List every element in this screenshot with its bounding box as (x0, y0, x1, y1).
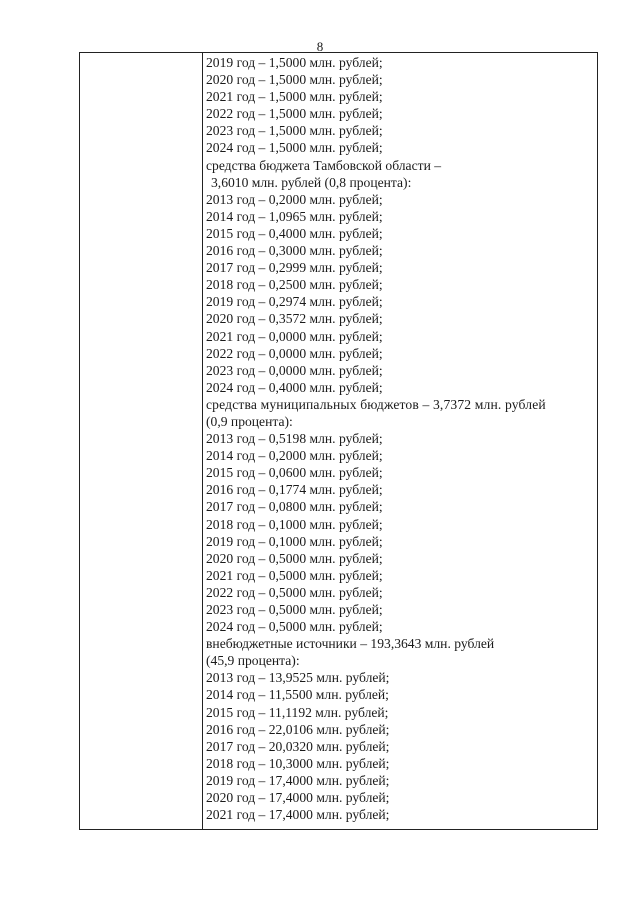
table-text-line: (0,9 процента): (206, 413, 293, 429)
table-text-line: 2018 год – 0,1000 млн. рублей; (206, 516, 383, 532)
table-text-line: 2014 год – 0,2000 млн. рублей; (206, 448, 383, 464)
table-text-line: 2016 год – 22,0106 млн. рублей; (206, 721, 390, 737)
table-text-line: 2017 год – 0,2999 млн. рублей; (206, 260, 383, 276)
table-text-line: 3,6010 млн. рублей (0,8 процента): (211, 174, 412, 190)
table-text-line: 2019 год – 17,4000 млн. рублей; (206, 772, 390, 788)
table-text-line: 2020 год – 1,5000 млн. рублей; (206, 72, 383, 88)
table-text-line: 2016 год – 0,3000 млн. рублей; (206, 243, 383, 259)
table-text-line: 2020 год – 0,3572 млн. рублей; (206, 311, 383, 327)
table-text-line: 2015 год – 11,1192 млн. рублей; (206, 704, 389, 720)
table-text-line: 2021 год – 0,0000 млн. рублей; (206, 328, 383, 344)
table-left-column (80, 53, 203, 829)
table-text-line: 2016 год – 0,1774 млн. рублей; (206, 482, 383, 498)
table-text-line: средства муниципальных бюджетов – 3,7372 млн. рублей (206, 396, 546, 412)
table-text-line: 2022 год – 1,5000 млн. рублей; (206, 106, 383, 122)
table-text-line: 2024 год – 0,5000 млн. рублей; (206, 619, 383, 635)
table-text-line: 2018 год – 0,2500 млн. рублей; (206, 277, 383, 293)
table-text-line: 2013 год – 0,2000 млн. рублей; (206, 191, 383, 207)
table-text-line: 2020 год – 17,4000 млн. рублей; (206, 790, 390, 806)
table-text-line: 2014 год – 1,0965 млн. рублей; (206, 208, 383, 224)
table-text-line: внебюджетные источники – 193,3643 млн. рублей (206, 636, 495, 652)
table-text-line: 2021 год – 17,4000 млн. рублей; (206, 807, 390, 823)
table-text-line: 2013 год – 13,9525 млн. рублей; (206, 670, 390, 686)
table-text-line: 2015 год – 0,4000 млн. рублей; (206, 225, 383, 241)
funding-table (79, 52, 598, 830)
table-text-line: (45,9 процента): (206, 653, 300, 669)
table-text-line: 2018 год – 10,3000 млн. рублей; (206, 755, 390, 771)
table-text-line: 2013 год – 0,5198 млн. рублей; (206, 431, 383, 447)
table-right-column (206, 54, 591, 829)
table-text-line: 2023 год – 1,5000 млн. рублей; (206, 123, 383, 139)
page-number: 8 (316, 39, 324, 54)
table-text-line: 2019 год – 0,2974 млн. рублей; (206, 294, 383, 310)
table-text-line: 2021 год – 1,5000 млн. рублей; (206, 89, 383, 105)
table-text-line: 2021 год – 0,5000 млн. рублей; (206, 567, 383, 583)
table-text-line: 2023 год – 0,5000 млн. рублей; (206, 602, 383, 617)
table-text-line: 2022 год – 0,0000 млн. рублей; (206, 345, 383, 361)
table-text-line: 2023 год – 0,0000 млн. рублей; (206, 362, 383, 378)
table-text-line: 2024 год – 1,5000 млн. рублей; (206, 140, 383, 156)
table-text-line: 2015 год – 0,0600 млн. рублей; (206, 465, 383, 481)
table-text-line: 2022 год – 0,5000 млн. рублей; (206, 584, 383, 600)
table-text-line: 2019 год – 1,5000 млн. рублей; (206, 55, 383, 70)
table-text-line: 2014 год – 11,5500 млн. рублей; (206, 687, 389, 703)
table-text-line: 2024 год – 0,4000 млн. рублей; (206, 379, 383, 395)
table-text-line: 2019 год – 0,1000 млн. рублей; (206, 533, 383, 549)
table-text-line: средства бюджета Тамбовской области – (206, 157, 442, 173)
table-text-line: 2020 год – 0,5000 млн. рублей; (206, 550, 383, 566)
table-text-line: 2017 год – 0,0800 млн. рублей; (206, 499, 383, 515)
table-text-line: 2017 год – 20,0320 млн. рублей; (206, 738, 390, 754)
